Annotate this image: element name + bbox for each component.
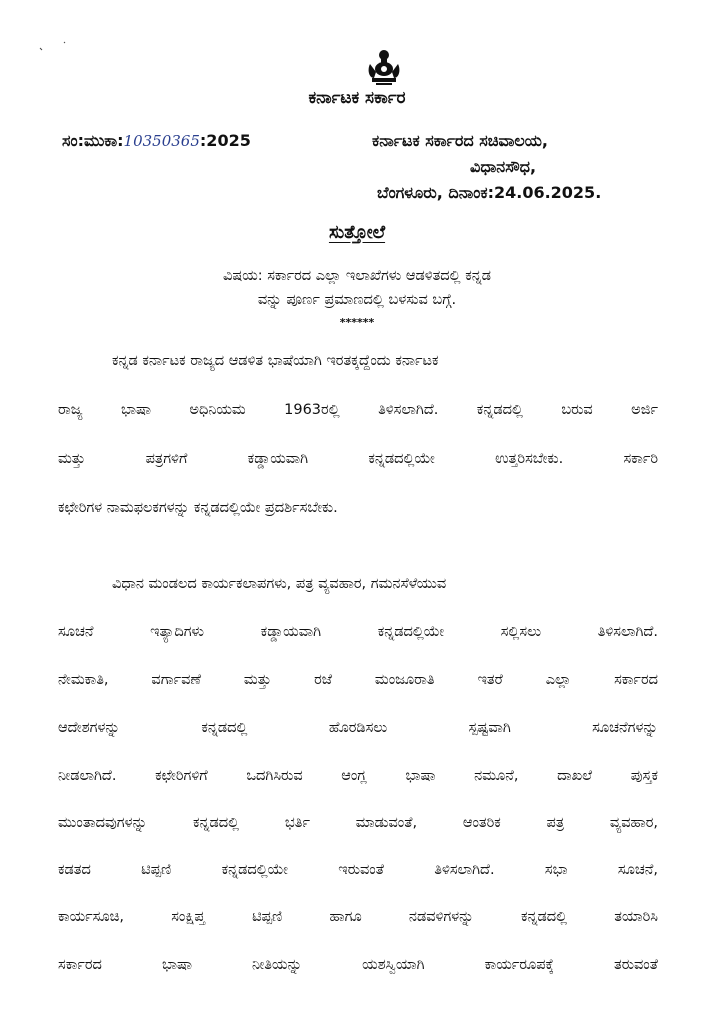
scan-marks	[38, 40, 68, 56]
paragraph-2-line: ಆದೇಶಗಳನ್ನು ಕನ್ನಡದಲ್ಲಿ ಹೊರಡಿಸಲು ಸ್ಪಷ್ಟವಾಗಿ ಸೂಚನೆಗಳನ್ನು	[58, 720, 658, 736]
paragraph-2-line: ನೇಮಕಾತಿ, ವರ್ಗಾವಣೆ ಮತ್ತು ರಜೆ ಮಂಜೂರಾತಿ ಇತರೆ ಎಲ್ಲಾ ಸರ್ಕಾರದ	[58, 672, 658, 688]
government-name: ಕರ್ನಾಟಕ ಸರ್ಕಾರ	[308, 88, 406, 108]
address-line-2: ವಿಧಾನಸೌಧ,	[470, 157, 537, 176]
paragraph-2-line: ವಿಧಾನ ಮಂಡಲದ ಕಾರ್ಯಕಲಾಪಗಳು, ಪತ್ರ ವ್ಯವಹಾರ, ಗಮನಸೆಳೆಯುವ	[112, 576, 447, 592]
title-text: ಸುತ್ತೋಲೆ	[328, 222, 386, 243]
paragraph-1-line: ರಾಜ್ಯ ಭಾಷಾ ಅಧಿನಿಯಮ 1963ರಲ್ಲಿ ತಿಳಿಸಲಾಗಿದೆ. ಕನ್ನಡದಲ್ಲಿ ಬರುವ ಅರ್ಜಿ	[58, 402, 658, 418]
reference-prefix: ಸಂ:ಮುಕಾ:	[62, 131, 124, 150]
paragraph-1-line: ಕನ್ನಡ ಕರ್ನಾಟಕ ರಾಜ್ಯದ ಆಡಳಿತ ಭಾಷೆಯಾಗಿ ಇರತಕ್ಕದ್ದೆಂದು ಕರ್ನಾಟಕ	[112, 353, 439, 369]
paragraph-2-line: ಮುಂತಾದವುಗಳನ್ನು ಕನ್ನಡದಲ್ಲಿ ಭರ್ತಿ ಮಾಡುವಂತೆ, ಆಂತರಿಕ ಪತ್ರ ವ್ಯವಹಾರ,	[58, 815, 658, 831]
subject-separator: ******	[339, 316, 375, 329]
paragraph-2-line: ಸರ್ಕಾರದ ಭಾಷಾ ನೀತಿಯನ್ನು ಯಶಸ್ವಿಯಾಗಿ ಕಾರ್ಯರೂಪಕ್ಕೆ ತರುವಂತೆ	[58, 957, 658, 973]
paragraph-1-line: ಮತ್ತು ಪತ್ರಗಳಿಗೆ ಕಡ್ಡಾಯವಾಗಿ ಕನ್ನಡದಲ್ಲಿಯೇ ಉತ್ತರಿಸಬೇಕು. ಸರ್ಕಾರಿ	[58, 451, 658, 467]
document-title	[0, 222, 714, 243]
karnataka-emblem-icon	[364, 48, 404, 88]
handwritten-file-number: 10350365	[123, 132, 200, 150]
paragraph-1-line: ಕಛೇರಿಗಳ ನಾಮಫಲಕಗಳನ್ನು ಕನ್ನಡದಲ್ಲಿಯೇ ಪ್ರದರ್ಶಿಸಬೇಕು.	[58, 500, 338, 516]
reference-number	[62, 131, 251, 151]
subject-line-2: ವನ್ನು ಪೂರ್ಣ ಪ್ರಮಾಣದಲ್ಲಿ ಬಳಸುವ ಬಗ್ಗೆ.	[257, 292, 457, 308]
paragraph-2-line: ಕಡತದ ಟಿಪ್ಪಣಿ ಕನ್ನಡದಲ್ಲಿಯೇ ಇರುವಂತೆ ತಿಳಿಸಲಾಗಿದೆ. ಸಭಾ ಸೂಚನೆ,	[58, 862, 658, 878]
paragraph-2-line: ನೀಡಲಾಗಿದೆ. ಕಛೇರಿಗಳಿಗೆ ಒದಗಿಸಿರುವ ಆಂಗ್ಲ ಭಾಷಾ ನಮೂನೆ, ದಾಖಲೆ ಪುಸ್ತಕ	[58, 768, 658, 784]
address-date-line: ಬೆಂಗಳೂರು, ದಿನಾಂಕ:24.06.2025.	[377, 183, 602, 202]
paragraph-2-line: ಸೂಚನೆ ಇತ್ಯಾದಿಗಳು ಕಡ್ಡಾಯವಾಗಿ ಕನ್ನಡದಲ್ಲಿಯೇ ಸಲ್ಲಿಸಲು ತಿಳಿಸಲಾಗಿದೆ.	[58, 624, 658, 640]
paragraph-2-line: ಕಾರ್ಯಸೂಚಿ, ಸಂಕ್ಷಿಪ್ತ ಟಿಪ್ಪಣಿ ಹಾಗೂ ನಡವಳಿಗಳನ್ನು ಕನ್ನಡದಲ್ಲಿ ತಯಾರಿಸಿ	[58, 909, 658, 925]
subject-line-1: ವಿಷಯ: ಸರ್ಕಾರದ ಎಲ್ಲಾ ಇಲಾಖೆಗಳು ಆಡಳಿತದಲ್ಲಿ ಕನ್ನಡ	[222, 268, 492, 284]
address-line-1: ಕರ್ನಾಟಕ ಸರ್ಕಾರದ ಸಚಿವಾಲಯ,	[372, 131, 549, 150]
reference-year: :2025	[199, 131, 251, 150]
